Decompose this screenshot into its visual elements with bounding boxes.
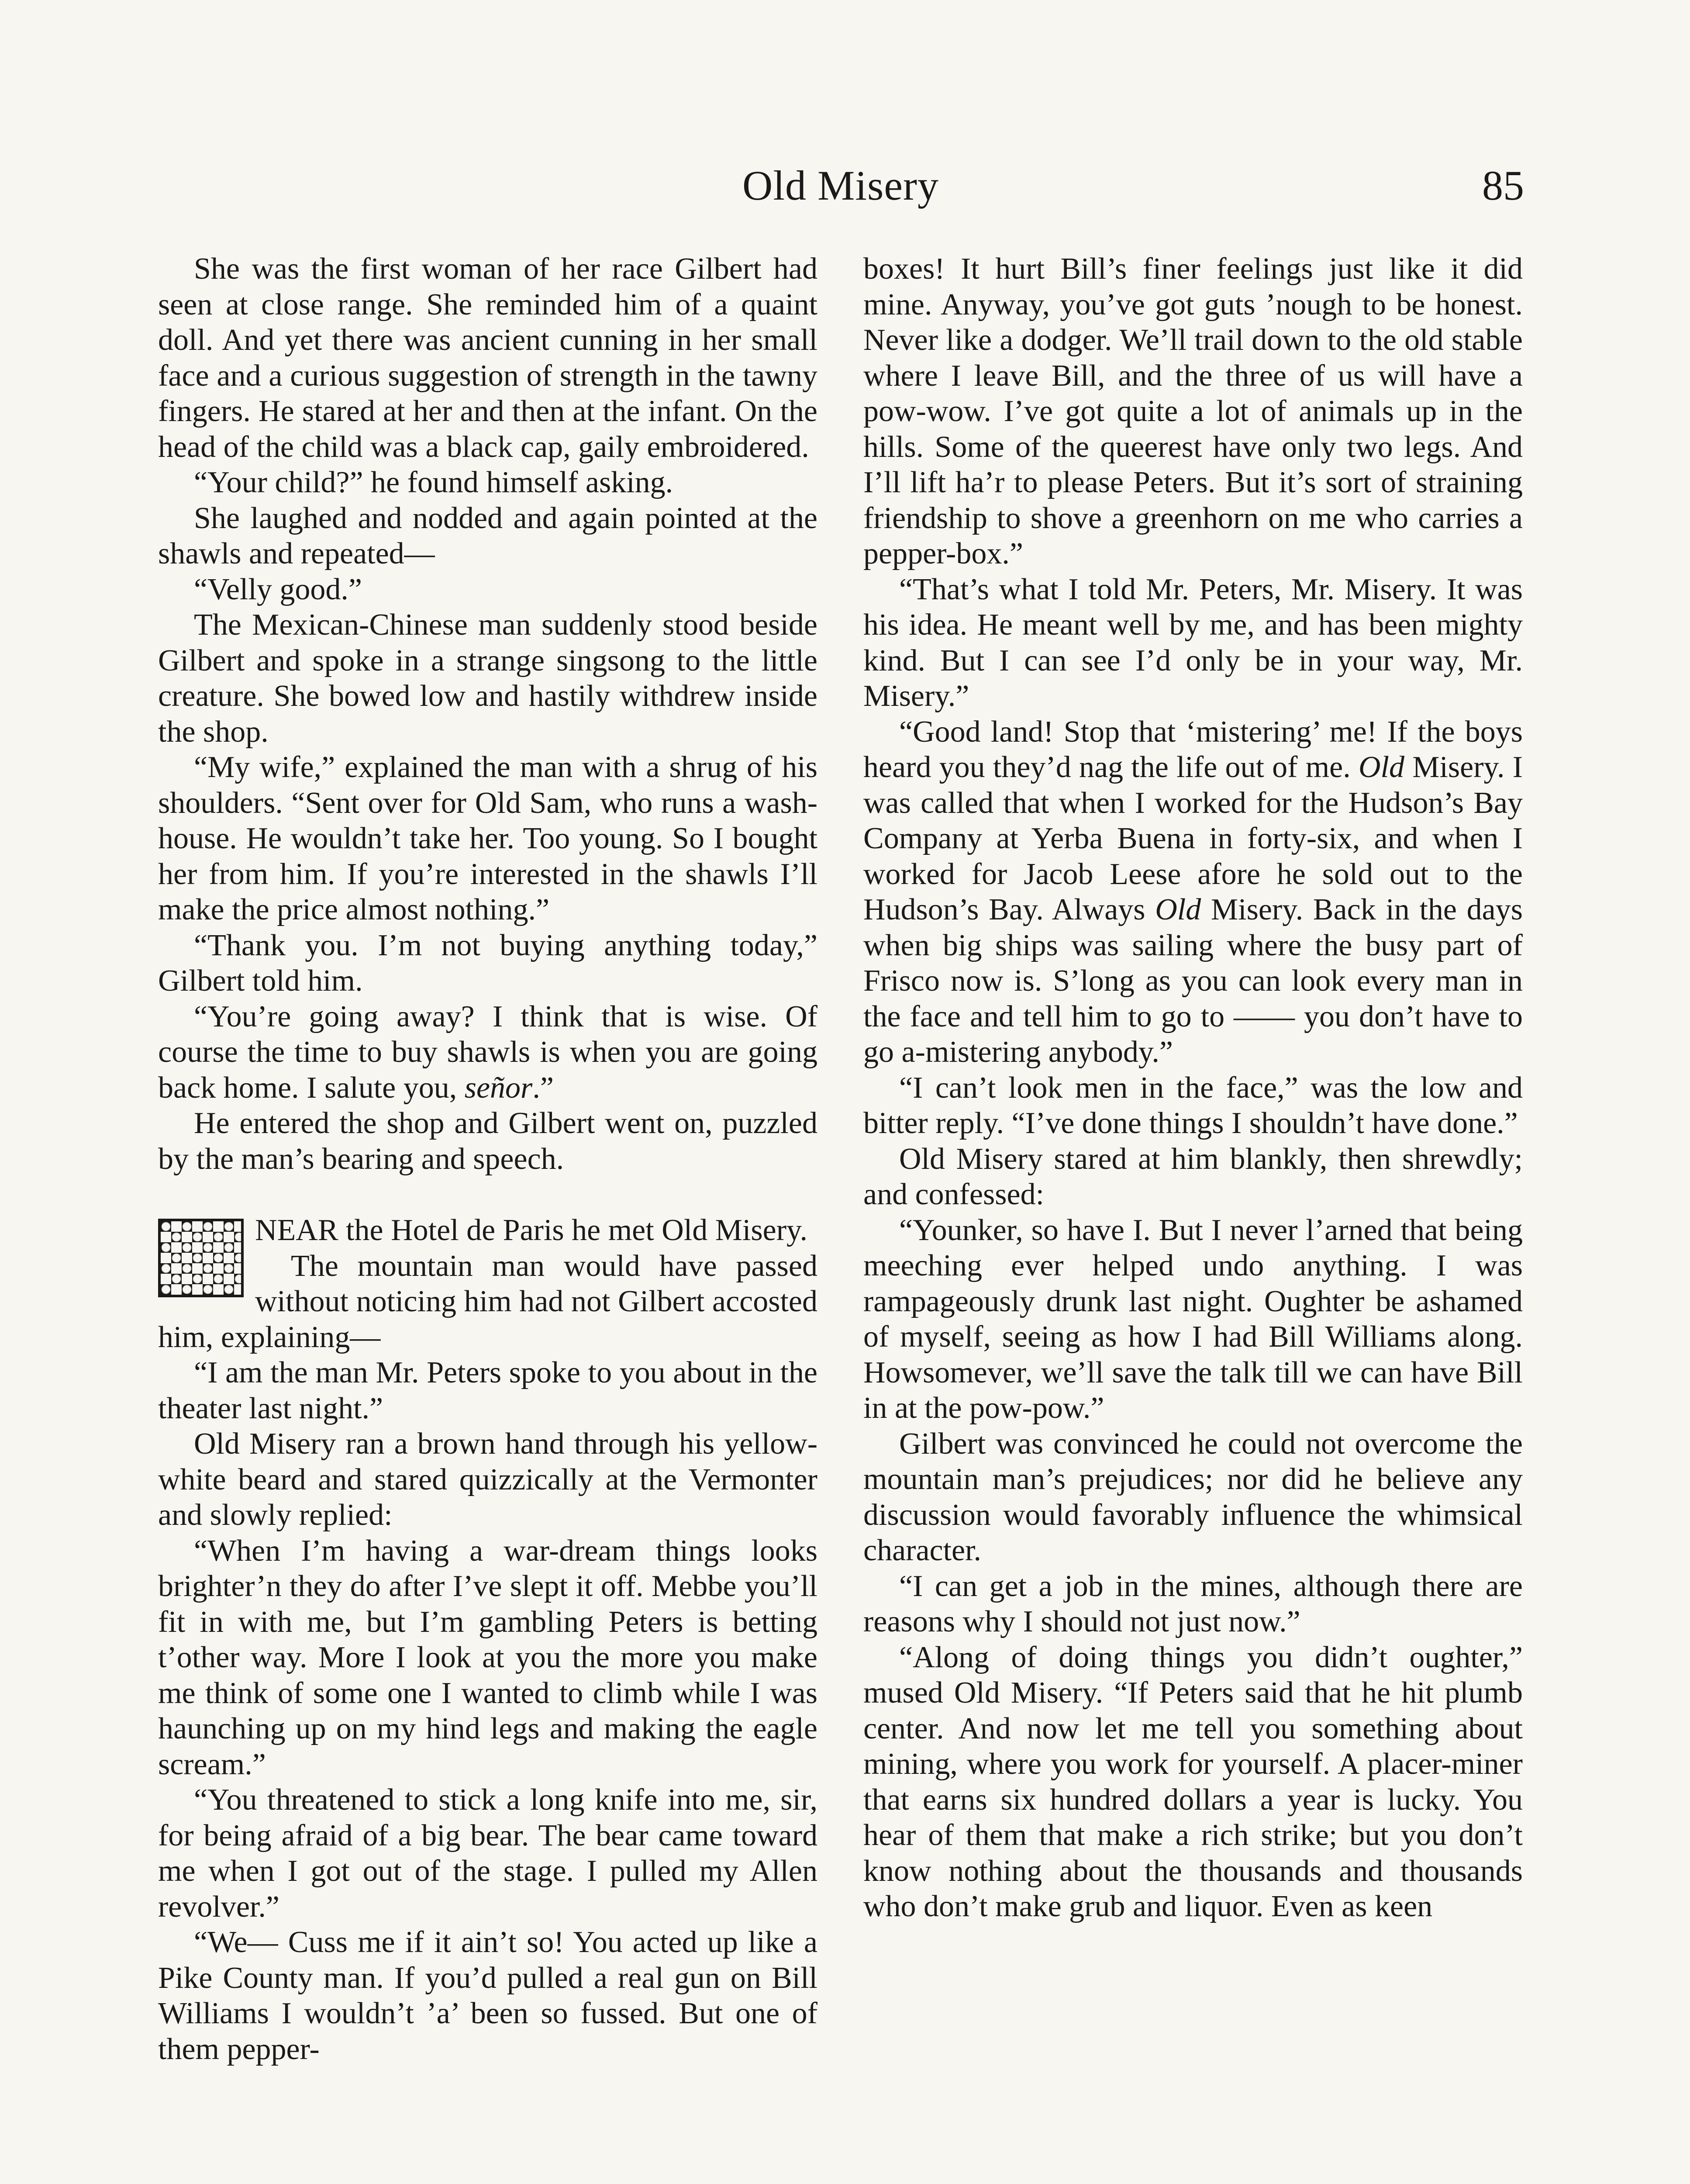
- paragraph: [158, 999, 817, 1106]
- italic-text: Old: [1358, 750, 1404, 784]
- paragraph: “I am the man Mr. Peters spoke to you about in the theater last night.”: [158, 1356, 817, 1425]
- paragraph: Old Misery stared at him blankly, then shrewdly; and confessed:: [863, 1142, 1523, 1211]
- paragraph-continued: boxes! It hurt Bill’s finer feelings just like it did mine. Anyway, you’ve got guts ’nough to be honest. Never like a dodger. We’ll trail down to the old stable where I leave Bill, and the three of us will have a pow-wow. I’ve got quite a lot of animals up in the hills. Some of the queerest have only two legs. And I’ll lift ha’r to please Peters. But it’s sort of straining friendship to shove a greenhorn on me who carries a pepper-box.”: [863, 252, 1523, 570]
- paragraph: The mountain man would have passed without noticing him had not Gilbert accosted him, explaining—: [158, 1249, 817, 1354]
- paragraph: “My wife,” explained the man with a shrug of his shoulders. “Sent over for Old Sam, who runs a wash-house. He wouldn’t take her. Too young. So I bought her from him. If you’re interested in the shawls I’ll make the price almost nothing.”: [158, 750, 817, 926]
- paragraph: “Your child?” he found himself asking.: [194, 466, 673, 499]
- text-run: Misery. Back in the days when big ships was sailing where the busy part of Frisco now is. S’long as you can look every man in the face and tell him to go to —— you don’t have to go a-mistering anybody.”: [863, 893, 1523, 1069]
- paragraph: He entered the shop and Gilbert went on, puzzled by the man’s bearing and speech.: [158, 1106, 817, 1176]
- paragraph: “I can get a job in the mines, although there are reasons why I should not just now.”: [863, 1569, 1523, 1638]
- text-run: “You’re going away? I think that is wise. Of course the time to buy shawls is when you are going back home. I salute you,: [158, 999, 817, 1105]
- paragraph: “Thank you. I’m not buying anything today,” Gilbert told him.: [158, 928, 817, 998]
- paragraph: “Along of doing things you didn’t oughter,” mused Old Misery. “If Peters said that he hit plumb center. And now let me tell you something about mining, where you work for yourself. A placer-miner that earns six hundred dollars a year is lucky. You hear of them that make a rich strike; but you don’t know nothing about the thousands and thousands who don’t make grub and liquor. Even as keen: [863, 1640, 1523, 1923]
- left-column: [158, 251, 817, 2067]
- paragraph: She was the first woman of her race Gilbert had seen at close range. She reminded him of a quaint doll. And yet there was ancient cunning in her small face and a curious suggestion of strength in the tawny fingers. He stared at her and then at the infant. On the head of the child was a black cap, gaily embroidered.: [158, 252, 817, 464]
- paragraph: “When I’m having a war-dream things looks brighter’n they do after I’ve slept it off. Mebbe you’ll fit in with me, but I’m gambling Peters is betting t’other way. More I look at you the more you make me think of some one I wanted to climb while I was haunching up on my hind legs and making the eagle scream.”: [158, 1534, 817, 1781]
- right-column: [863, 251, 1523, 1925]
- paragraph: “Velly good.”: [194, 572, 362, 606]
- page-number: 85: [1482, 162, 1524, 209]
- paragraph: “I can’t look men in the face,” was the low and bitter reply. “I’ve done things I shouldn’t have done.”: [863, 1071, 1523, 1140]
- paragraph: “Younker, so have I. But I never l’arned that being meeching ever helped undo anything. I was rampageously drunk last night. Oughter be ashamed of myself, seeing as how I had Bill Williams along. Howsomever, we’ll save the talk till we can have Bill in at the pow-pow.”: [863, 1213, 1523, 1425]
- decorative-initial-ornament: [158, 1219, 244, 1297]
- paragraph: “You threatened to stick a long knife into me, sir, for being afraid of a big bear. The bear came toward me when I got out of the stage. I pulled my Allen revolver.”: [158, 1783, 817, 1924]
- paragraph: Gilbert was convinced he could not overcome the mountain man’s prejudices; nor did he believe any discussion would favorably influence the whimsical character.: [863, 1427, 1523, 1567]
- italic-text: Old: [1155, 893, 1201, 926]
- paragraph: “We— Cuss me if it ain’t so! You acted up like a Pike County man. If you’d pulled a real gun on Bill Williams I wouldn’t ’a’ been so fussed. But one of them pepper-: [158, 1925, 817, 2066]
- text-run: “Good land! Stop that ‘mistering’ me! If the boys heard you they’d nag the life out of me.: [863, 715, 1523, 784]
- section-opening-paragraph: NEAR the Hotel de Paris he met Old Misery.: [255, 1213, 807, 1247]
- italic-text: señor: [464, 1071, 533, 1105]
- paragraph: The Mexican-Chinese man suddenly stood beside Gilbert and spoke in a strange singsong to the little creature. She bowed low and hastily withdrew inside the shop.: [158, 608, 817, 749]
- text-run: .”: [532, 1071, 554, 1105]
- section-break: [158, 1177, 817, 1213]
- paragraph: She laughed and nodded and again pointed at the shawls and repeated—: [158, 501, 817, 570]
- page-header: [157, 155, 1524, 216]
- text-run: Misery. I was called that when I worked for the Hudson’s Bay Company at Yerba Buena in forty-six, and when I worked for Jacob Leese afore he sold out to the Hudson’s Bay. Always: [863, 750, 1523, 926]
- paragraph: [863, 714, 1523, 1070]
- paragraph: Old Misery ran a brown hand through his yellow-white beard and stared quizzically at the Vermonter and slowly replied:: [158, 1427, 817, 1532]
- running-title: Old Misery: [742, 162, 939, 209]
- paragraph: “That’s what I told Mr. Peters, Mr. Misery. It was his idea. He meant well by me, and has been mighty kind. But I can see I’d only be in your way, Mr. Misery.”: [863, 572, 1523, 713]
